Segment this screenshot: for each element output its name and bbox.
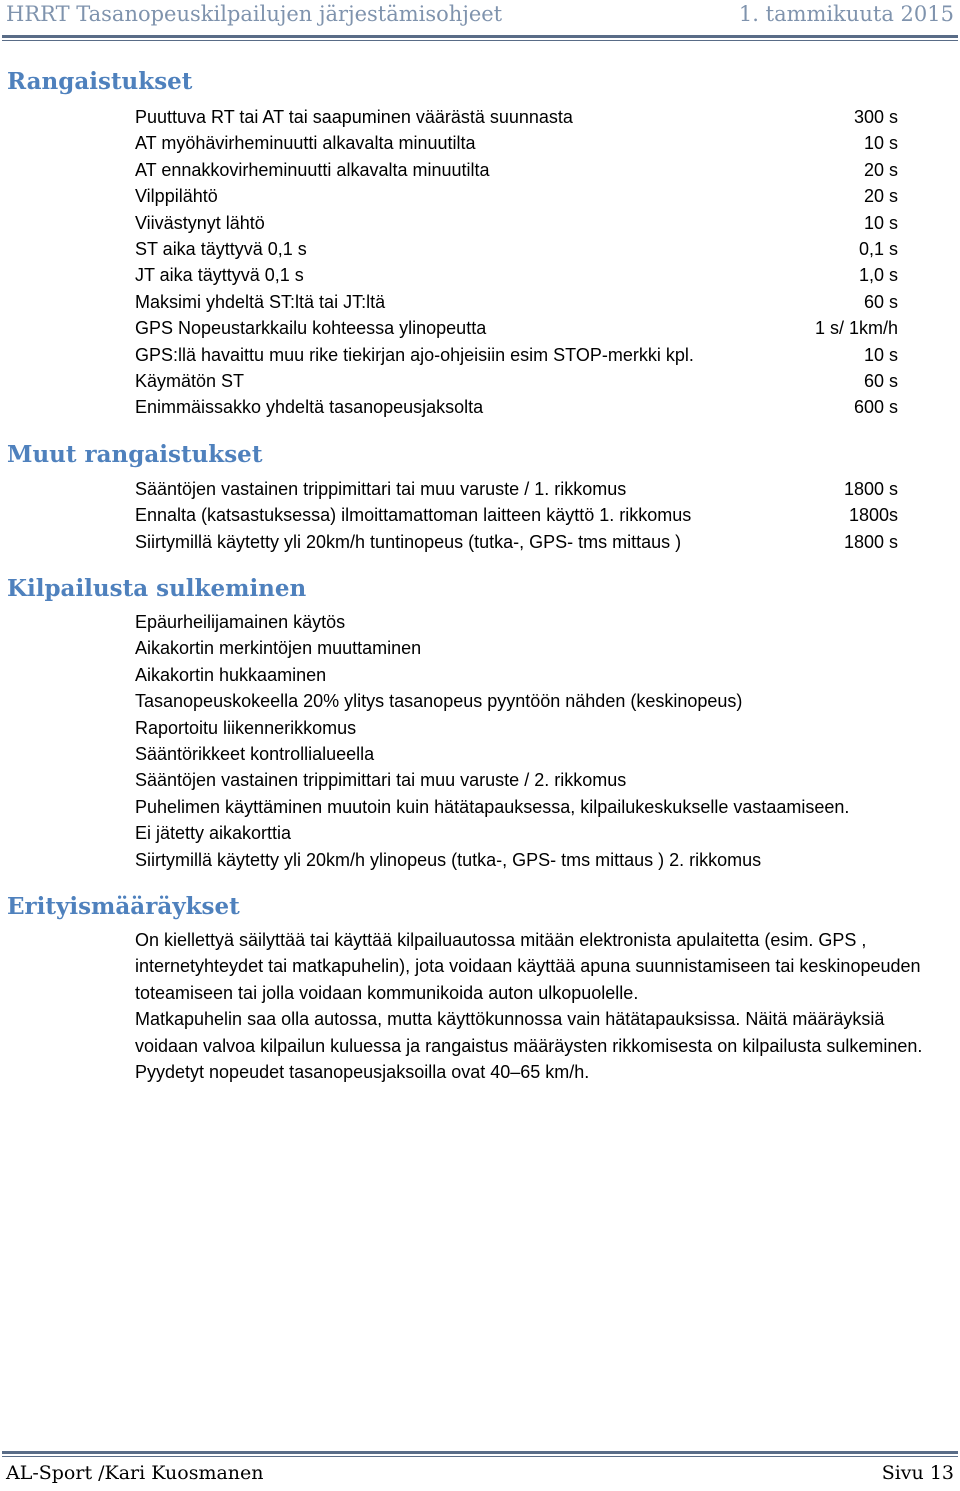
item-value: 20 s [863,159,898,180]
item-value: 1800 s [843,531,898,552]
page-number: Sivu 13 [881,1462,954,1484]
item-label: Puuttuva RT tai AT tai saapuminen väärästä suunnasta [135,107,573,127]
item-value: 1 s/ 1km/h [814,318,898,339]
list-item: Raportoitu liikennerikkomus [135,717,357,738]
item-value: 10 s [863,212,898,233]
section-heading-exclusion: Kilpailusta sulkeminen [7,575,307,602]
list-item [135,315,898,341]
footer-rule [2,1451,958,1457]
list-item [135,157,898,183]
special-rules-text [135,927,947,1085]
item-label: ST aika täyttyvä 0,1 s [135,238,307,259]
list-item [135,289,898,315]
item-label: AT myöhävirheminuutti alkavalta minuutilta [135,133,476,154]
list-item [135,104,898,130]
paragraph: Pyydetyt nopeudet tasanopeusjaksoilla ovat 40–65 km/h. [135,1062,590,1083]
exclusion-list [135,609,945,873]
section-heading-special: Erityismääräykset [7,893,240,920]
list-item [135,210,898,236]
list-item [135,342,898,368]
page-header [0,0,960,34]
paragraph: Matkapuhelin saa olla autossa, mutta käyttökunnossa vain hätätapauksissa. Näitä määräyksiä voidaan valvoa kilpailun kuluessa ja rangaistus määräysten rikkomisesta on kilpailusta sulkeminen. [135,1009,923,1056]
header-rule [2,35,958,41]
section-heading-penalties: Rangaistukset [7,68,193,95]
list-item [135,262,898,288]
penalties-list [135,104,898,421]
section-heading-other-penalties: Muut rangaistukset [7,441,263,468]
list-item [135,130,898,156]
list-item: Puhelimen käyttäminen muutoin kuin hätätapauksessa, kilpailukeskukselle vastaamiseen. [135,796,850,817]
document-date: 1. tammikuuta 2015 [738,2,954,26]
footer-author: AL-Sport /Kari Kuosmanen [6,1462,264,1484]
list-item: Tasanopeuskokeella 20% ylitys tasanopeus pyyntöön nähden (keskinopeus) [135,691,743,712]
document-title: HRRT Tasanopeuskilpailujen järjestämisohjeet [6,2,503,26]
list-item: Sääntöjen vastainen trippimittari tai muu varuste / 2. rikkomus [135,770,627,791]
paragraph: On kiellettyä säilyttää tai käyttää kilpailuautossa mitään elektronista apulaitetta (esim. GPS , internetyhteydet tai matkapuhelin), jota voidaan käyttää apuna suunnistamiseen tai keskinopeuden toteamiseen tai jolla voidaan kommunikoida auton ulkopuolelle. [135,930,921,1003]
list-item [135,236,898,262]
list-item: Aikakortin merkintöjen muuttaminen [135,638,422,659]
item-label: Viivästynyt lähtö [135,212,265,233]
list-item: Sääntörikkeet kontrollialueella [135,743,375,764]
item-label: GPS:llä havaittu muu rike tiekirjan ajo-ohjeisiin esim STOP-merkki kpl. [135,344,694,365]
item-label: Maksimi yhdeltä ST:ltä tai JT:ltä [135,291,386,312]
list-item: Siirtymillä käytetty yli 20km/h ylinopeus (tutka-, GPS- tms mittaus ) 2. rikkomus [135,849,762,870]
item-value: 20 s [863,186,898,207]
item-value: 10 s [863,133,898,154]
item-label: Sääntöjen vastainen trippimittari tai muu varuste / 1. rikkomus [135,479,627,499]
item-label: Ennalta (katsastuksessa) ilmoittamattoman laitteen käyttö 1. rikkomus [135,505,692,526]
list-item: Aikakortin hukkaaminen [135,664,327,685]
list-item [135,502,898,528]
list-item [135,394,898,420]
list-item [135,529,898,555]
item-value: 60 s [863,370,898,391]
item-label: JT aika täyttyvä 0,1 s [135,265,304,286]
item-value: 1800 s [843,479,898,499]
item-label: Käymätön ST [135,370,245,391]
item-label: GPS Nopeustarkkailu kohteessa ylinopeutta [135,318,487,339]
list-item [135,476,898,502]
item-label: Siirtymillä käytetty yli 20km/h tuntinopeus (tutka-, GPS- tms mittaus ) [135,531,682,552]
item-label: AT ennakkovirheminuutti alkavalta minuutilta [135,159,490,180]
item-value: 600 s [853,397,898,418]
item-value: 60 s [863,291,898,312]
other-penalties-list [135,476,898,555]
item-label: Enimmäissakko yhdeltä tasanopeusjaksolta [135,397,484,418]
list-item: Epäurheilijamainen käytös [135,612,346,632]
item-value: 1,0 s [858,265,898,286]
list-item [135,183,898,209]
item-label: Vilppilähtö [135,186,218,207]
item-value: 0,1 s [858,238,898,259]
item-value: 300 s [853,107,898,127]
list-item: Ei jätetty aikakorttia [135,823,292,844]
item-value: 10 s [863,344,898,365]
list-item [135,368,898,394]
item-value: 1800s [848,505,898,526]
